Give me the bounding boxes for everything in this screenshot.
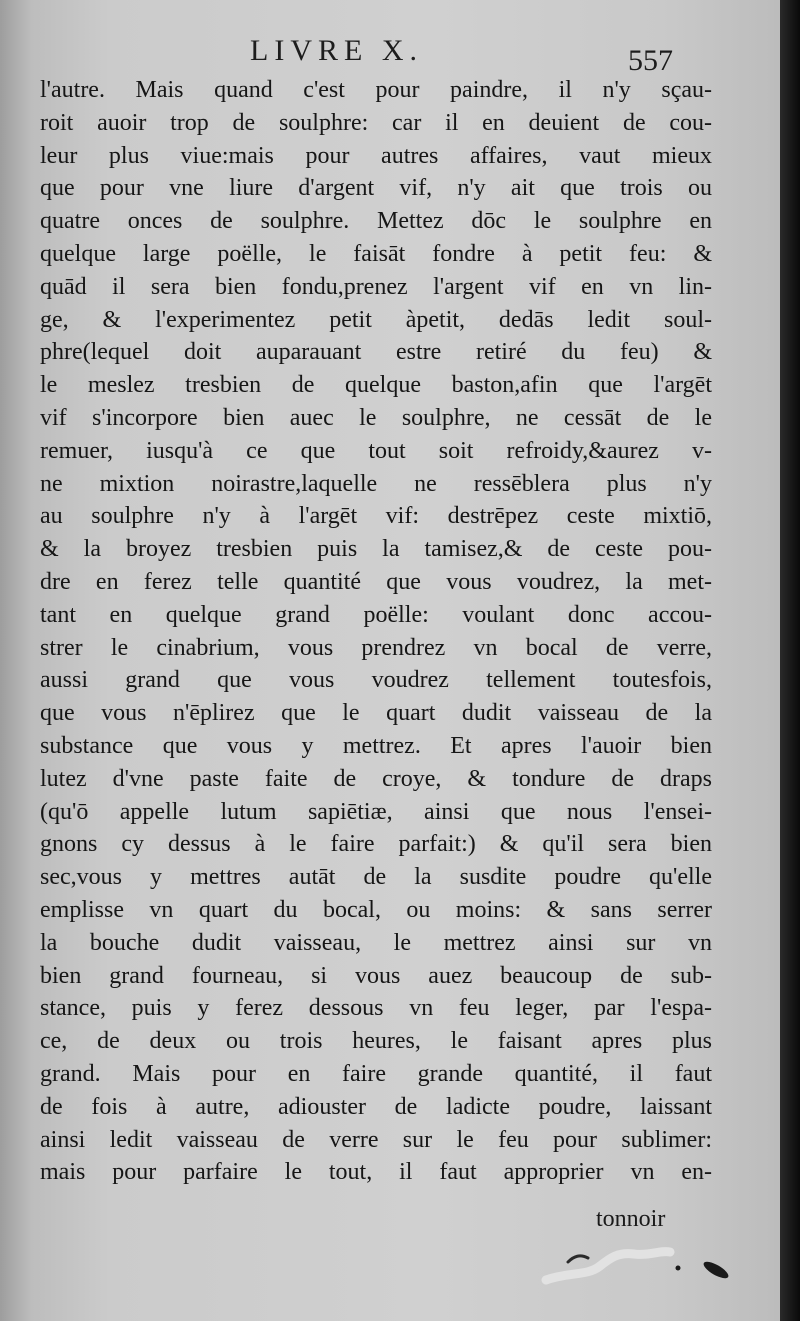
text-line: bien grand fourneau, si vous auez beaucoup de sub- — [40, 962, 712, 989]
text-line: de fois à autre, adiouster de ladicte poudre, laissant — [40, 1093, 712, 1120]
page-edge-shadow — [780, 0, 800, 1321]
text-line: l'autre. Mais quand c'est pour paindre, il n'y sçau- — [40, 77, 712, 103]
text-line: ce, de deux ou trois heures, le faisant apres plus — [40, 1028, 712, 1055]
text-line: gnons cy dessus à le faire parfait:) & qu'il sera bien — [40, 831, 712, 858]
text-line: mais pour parfaire le tout, il faut approprier vn en- — [40, 1159, 712, 1186]
text-line: sec,vous y mettres autāt de la susdite poudre qu'elle — [40, 864, 712, 891]
text-line: remuer, iusqu'à ce que tout soit refroidy,&aurez v- — [40, 437, 712, 464]
body-text — [40, 74, 712, 1189]
text-line: au soulphre n'y à l'argēt vif: destrēpez ceste mixtiō, — [40, 503, 712, 530]
text-line: roit auoir trop de soulphre: car il en deuient de cou- — [40, 109, 712, 136]
text-line: que pour vne liure d'argent vif, n'y ait que trois ou — [40, 175, 712, 202]
running-title: LIVRE X. — [250, 34, 423, 67]
text-line: que vous n'ēplirez que le quart dudit vaisseau de la — [40, 700, 712, 727]
text-line: tant en quelque grand poëlle: voulant donc accou- — [40, 601, 712, 628]
text-line: la bouche dudit vaisseau, le mettrez ainsi sur vn — [40, 929, 712, 956]
text-line: ge, & l'experimentez petit àpetit, dedās ledit soul- — [40, 306, 712, 333]
text-line: grand. Mais pour en faire grande quantité, il faut — [40, 1060, 712, 1087]
text-line: aussi grand que vous voudrez tellement toutesfois, — [40, 667, 712, 694]
page-number: 557 — [628, 44, 673, 77]
text-line: substance que vous y mettrez. Et apres l'auoir bien — [40, 732, 712, 759]
text-line: phre(lequel doit auparauant estre retiré du feu) & — [40, 339, 712, 366]
text-line: strer le cinabrium, vous prendrez vn bocal de verre, — [40, 634, 712, 661]
text-line: dre en ferez telle quantité que vous voudrez, la met- — [40, 568, 712, 595]
text-line: ne mixtion noirastre,laquelle ne ressēblera plus n'y — [40, 470, 712, 497]
text-line: emplisse vn quart du bocal, ou moins: & sans serrer — [40, 896, 712, 923]
text-line: leur plus viue:mais pour autres affaires, vaut mieux — [40, 142, 712, 169]
page-header — [0, 30, 780, 77]
text-line: stance, puis y ferez dessous vn feu leger, par l'espa- — [40, 995, 712, 1022]
ink-stain-mark — [538, 1232, 748, 1292]
text-line: (qu'ō appelle lutum sapiētiæ, ainsi que nous l'ensei- — [40, 798, 712, 825]
text-line: quatre onces de soulphre. Mettez dōc le soulphre en — [40, 208, 712, 235]
text-line: lutez d'vne paste faite de croye, & tondure de draps — [40, 765, 712, 792]
text-line: vif s'incorpore bien auec le soulphre, ne cessāt de le — [40, 404, 712, 431]
text-line: quād il sera bien fondu,prenez l'argent vif en vn lin- — [40, 273, 712, 300]
catchword: tonnoir — [596, 1206, 666, 1232]
text-line: quelque large poëlle, le faisāt fondre à petit feu: & — [40, 240, 712, 267]
text-line: ainsi ledit vaisseau de verre sur le feu pour sublimer: — [40, 1126, 712, 1153]
text-line: & la broyez tresbien puis la tamisez,& de ceste pou- — [40, 536, 712, 563]
text-line: le meslez tresbien de quelque baston,afin que l'argēt — [40, 372, 712, 399]
